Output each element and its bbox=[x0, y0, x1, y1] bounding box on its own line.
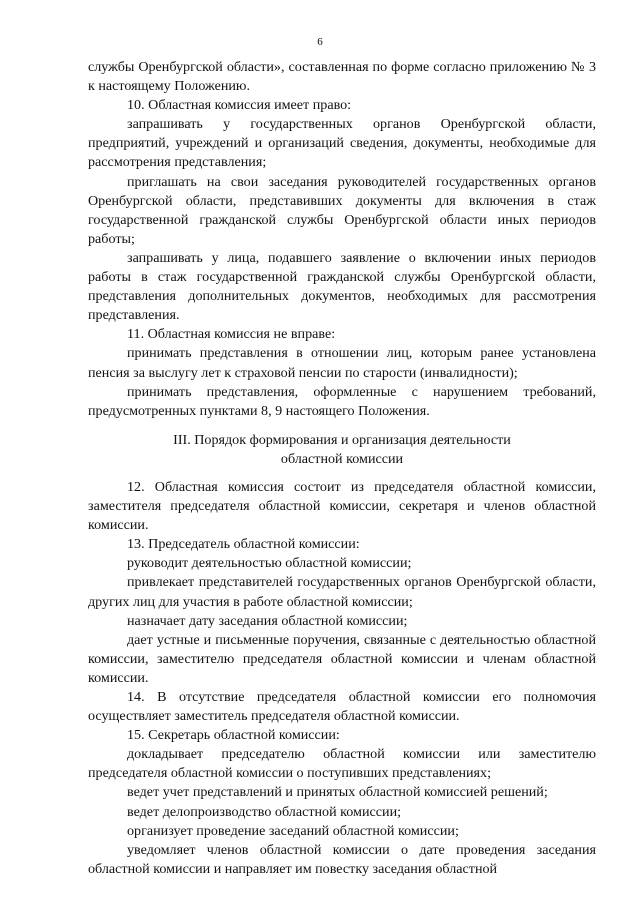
paragraph-p15e: уведомляет членов областной комиссии о дате проведения заседания областной комиссии и направляет им повестку заседания областной bbox=[88, 841, 596, 877]
paragraph-p13: 13. Председатель областной комиссии: bbox=[127, 536, 360, 553]
paragraph-p15c: ведет делопроизводство областной комиссии; bbox=[127, 803, 402, 820]
paragraph-p13d: дает устные и письменные поручения, связанные с деятельностью областной комиссии, заместителю председателя областной комиссии и членам областной комиссии. bbox=[88, 631, 596, 686]
paragraph-p15a: докладывает председателю областной комиссии или заместителю председателя областной комиссии о поступивших представлениях; bbox=[88, 746, 596, 782]
paragraph-p15: 15. Секретарь областной комиссии: bbox=[127, 727, 340, 744]
paragraph-p-cont: службы Оренбургской области», составленная по форме согласно приложению № 3 к настоящему Положению. bbox=[88, 59, 596, 95]
paragraph-p10a: запрашивать у государственных органов Оренбургской области, предприятий, учреждений и организаций сведения, документы, необходимые для рассмотрения представления; bbox=[88, 116, 596, 171]
paragraph-p14: 14. В отсутствие председателя областной комиссии его полномочия осуществляет заместитель председателя областной комиссии. bbox=[88, 689, 596, 725]
page-number: 6 bbox=[317, 36, 323, 48]
paragraph-p15d: организует проведение заседаний областной комиссии; bbox=[127, 822, 459, 839]
paragraph-p15b: ведет учет представлений и принятых областной комиссией решений; bbox=[127, 784, 548, 801]
paragraph-p13c: назначает дату заседания областной комиссии; bbox=[127, 612, 408, 629]
paragraph-p10c: запрашивать у лица, подавшего заявление о включении иных периодов работы в стаж государственной гражданской службы Оренбургской области, представления дополнительных документов, необходимых для рассмотрения представления. bbox=[88, 249, 596, 324]
paragraph-p13a: руководит деятельностью областной комиссии; bbox=[127, 555, 412, 572]
paragraph-p12: 12. Областная комиссия состоит из председателя областной комиссии, заместителя председателя областной комиссии, секретаря и членов областной комиссии. bbox=[88, 478, 596, 534]
document-body bbox=[88, 58, 596, 879]
paragraph-p10b: приглашать на свои заседания руководителей государственных органов Оренбургской области, представивших документы для включения в стаж государственной гражданской службы Оренбургской области иных периодов работы; bbox=[88, 173, 596, 247]
section-part3 bbox=[88, 478, 596, 879]
paragraph-p11b: принимать представления, оформленные с нарушением требований, предусмотренных пунктами 8, 9 настоящего Положения. bbox=[88, 383, 596, 419]
section-heading-line1: III. Порядок формирования и организация деятельности bbox=[173, 431, 511, 448]
section-heading bbox=[88, 431, 596, 469]
paragraph-p11a: принимать представления в отношении лиц, которым ранее установлена пенсия за выслугу лет к страховой пенсии по старости (инвалидности); bbox=[88, 345, 596, 381]
section-part2-rights bbox=[88, 58, 596, 421]
section-heading-line2: областной комиссии bbox=[280, 450, 404, 467]
paragraph-p11: 11. Областная комиссия не вправе: bbox=[127, 326, 336, 343]
paragraph-p13b: привлекает представителей государственных органов Оренбургской области, других лиц для участия в работе областной комиссии; bbox=[88, 574, 596, 610]
paragraph-p10: 10. Областная комиссия имеет право: bbox=[127, 97, 352, 114]
